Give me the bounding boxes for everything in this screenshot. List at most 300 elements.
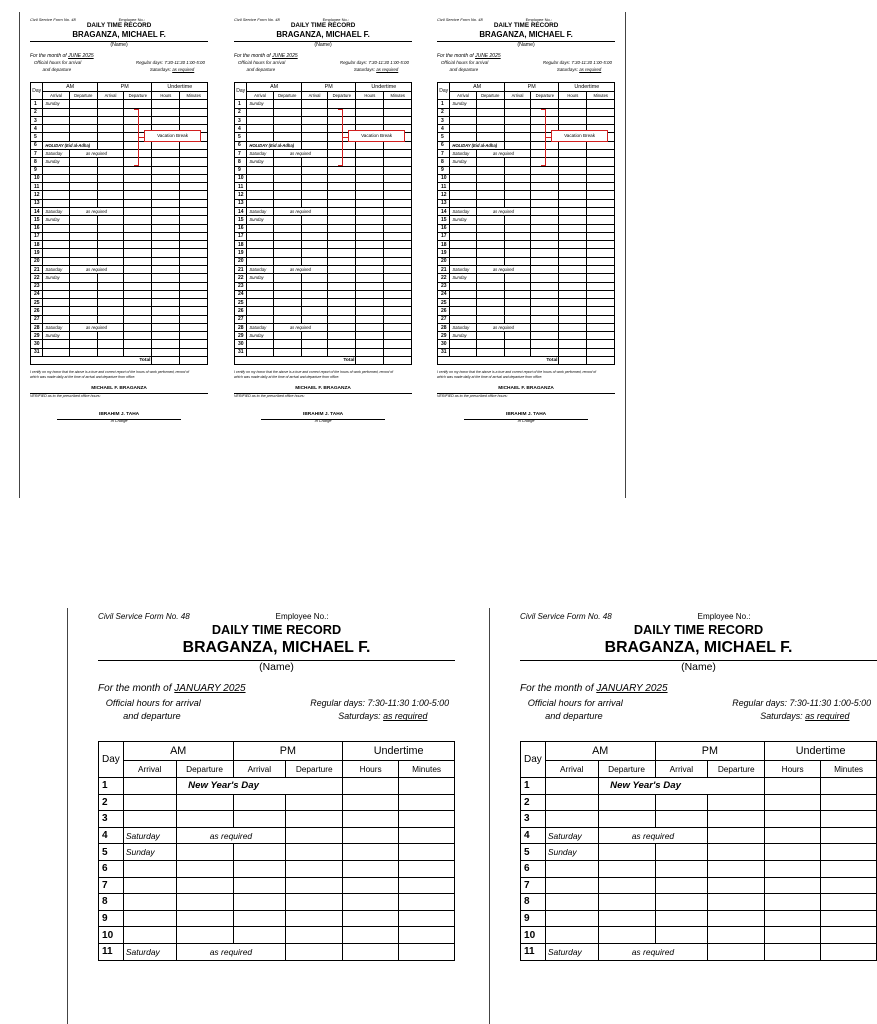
- undertime-minutes-cell: [384, 299, 412, 307]
- am-arrival-cell: Saturday: [247, 323, 273, 331]
- am-departure-cell: [476, 224, 504, 232]
- am-arrival-header: Arrival: [43, 92, 69, 100]
- table-row: [31, 141, 208, 149]
- pm-departure-cell: [328, 315, 356, 323]
- table-row: [99, 910, 455, 927]
- verified-label: VERIFIED as to the prescribed office hours:: [437, 394, 508, 399]
- undertime-minutes-cell: [384, 100, 412, 108]
- am-departure-cell: [273, 257, 301, 265]
- pm-departure-header: Departure: [531, 92, 559, 100]
- am-departure-cell: [69, 257, 97, 265]
- table-row: [438, 224, 615, 232]
- am-departure-cell: [273, 307, 301, 315]
- undertime-hours-cell: [559, 199, 587, 207]
- pm-departure-cell: [531, 216, 559, 224]
- pm-arrival-cell: [97, 133, 123, 141]
- undertime-minutes-cell: [587, 315, 615, 323]
- table-row: [521, 827, 877, 844]
- undertime-hours-cell: [356, 150, 384, 158]
- am-arrival-cell: [450, 108, 476, 116]
- in-charge-name: IBRAHIM J. TAHA: [505, 412, 547, 418]
- undertime-hours-cell: [152, 323, 180, 331]
- pm-departure-cell: [708, 844, 765, 861]
- pm-arrival-cell: [301, 224, 327, 232]
- day-number: 16: [235, 224, 247, 232]
- pm-header: PM: [655, 742, 765, 761]
- undertime-minutes-cell: [587, 274, 615, 282]
- undertime-minutes-cell: [384, 191, 412, 199]
- undertime-hours-cell: [559, 191, 587, 199]
- day-number: 10: [438, 174, 450, 182]
- pm-arrival-cell: [655, 811, 708, 828]
- undertime-hours-cell: [152, 224, 180, 232]
- pm-departure-cell: [328, 199, 356, 207]
- day-number: 2: [438, 108, 450, 116]
- undertime-minutes-cell: [399, 927, 455, 944]
- pm-departure-cell: [124, 265, 152, 273]
- employee-signature-name: MICHAEL F. BRAGANZA: [91, 386, 147, 392]
- pm-arrival-cell: [504, 257, 530, 265]
- am-arrival-cell: [43, 299, 69, 307]
- table-row: [438, 332, 615, 340]
- undertime-minutes-cell: [587, 265, 615, 273]
- total-label: Total: [31, 357, 152, 365]
- day-number: 23: [438, 282, 450, 290]
- am-departure-cell: [69, 166, 97, 174]
- pm-departure-cell: [124, 166, 152, 174]
- undertime-hours-cell: [356, 183, 384, 191]
- am-arrival-cell: [247, 191, 273, 199]
- am-arrival-cell: [43, 183, 69, 191]
- undertime-minutes-cell: [384, 274, 412, 282]
- day-number: 6: [99, 860, 124, 877]
- table-row: [521, 811, 877, 828]
- regular-days: [340, 60, 409, 65]
- day-number: 14: [235, 207, 247, 215]
- am-arrival-cell: [450, 307, 476, 315]
- undertime-hours-header: Hours: [356, 92, 384, 100]
- saturday-note: as required: [476, 265, 531, 273]
- am-arrival-cell: [545, 910, 598, 927]
- table-row: [99, 777, 455, 794]
- undertime-minutes-cell: [180, 183, 208, 191]
- pm-departure-cell: [708, 860, 765, 877]
- undertime-hours-cell: [152, 299, 180, 307]
- am-departure-cell: [273, 166, 301, 174]
- table-row: [521, 943, 877, 960]
- am-departure-cell: [273, 290, 301, 298]
- undertime-hours-cell: [559, 158, 587, 166]
- pm-departure-cell: [531, 249, 559, 257]
- undertime-hours-cell: [152, 232, 180, 240]
- am-departure-cell: [273, 348, 301, 356]
- day-number: 3: [235, 116, 247, 124]
- pm-arrival-cell: [97, 224, 123, 232]
- pm-arrival-cell: [233, 927, 286, 944]
- am-departure-cell: [176, 877, 233, 894]
- regular-days-value: 7:30-11:30 1:00-5:00: [571, 59, 612, 65]
- pm-arrival-cell: [301, 108, 327, 116]
- in-charge-title: In Charge: [110, 419, 128, 424]
- pm-departure-cell: [124, 199, 152, 207]
- pm-arrival-cell: [504, 290, 530, 298]
- employee-number-label: Employee No.:: [118, 17, 146, 22]
- pm-departure-cell: [531, 183, 559, 191]
- pm-departure-cell: [124, 282, 152, 290]
- am-departure-cell: [273, 224, 301, 232]
- table-row: [99, 877, 455, 894]
- am-arrival-cell: [450, 290, 476, 298]
- saturday-hours: [150, 67, 194, 72]
- pm-arrival-cell: [301, 216, 327, 224]
- am-arrival-cell: Saturday: [43, 323, 69, 331]
- undertime-hours-cell: [559, 290, 587, 298]
- saturday-note: as required: [273, 150, 328, 158]
- day-number: 26: [235, 307, 247, 315]
- am-departure-cell: [273, 100, 301, 108]
- pm-departure-cell: [124, 241, 152, 249]
- table-row: [31, 265, 208, 273]
- pm-departure-cell: [531, 232, 559, 240]
- am-departure-cell: [476, 232, 504, 240]
- time-cell: [587, 141, 615, 149]
- undertime-hours-cell: [152, 108, 180, 116]
- pm-arrival-cell: [97, 299, 123, 307]
- pm-arrival-cell: [504, 307, 530, 315]
- undertime-hours-cell: [356, 282, 384, 290]
- pm-departure-cell: [124, 100, 152, 108]
- pm-arrival-cell: [301, 340, 327, 348]
- am-arrival-cell: Sunday: [43, 332, 69, 340]
- table-row: [31, 290, 208, 298]
- pm-departure-cell: [286, 927, 343, 944]
- am-departure-cell: [273, 174, 301, 182]
- undertime-header: Undertime: [765, 742, 877, 761]
- day-header: Day: [99, 742, 124, 778]
- pm-departure-cell: [286, 794, 343, 811]
- undertime-hours-cell: [765, 811, 821, 828]
- time-cell: [180, 141, 208, 149]
- undertime-hours-header: Hours: [765, 761, 821, 778]
- pm-departure-header: Departure: [328, 92, 356, 100]
- undertime-hours-cell: [152, 348, 180, 356]
- regular-days-value: 7:30-11:30 1:00-5:00: [789, 697, 872, 708]
- holiday-note: New Year's Day: [176, 777, 343, 794]
- am-departure-cell: [69, 183, 97, 191]
- undertime-minutes-cell: [180, 332, 208, 340]
- am-arrival-cell: Saturday: [247, 265, 273, 273]
- am-arrival-cell: Sunday: [450, 158, 476, 166]
- undertime-minutes-cell: [384, 340, 412, 348]
- am-departure-cell: [273, 199, 301, 207]
- pm-arrival-cell: [504, 216, 530, 224]
- time-cell: [356, 141, 384, 149]
- table-row: [235, 191, 412, 199]
- table-row: [438, 166, 615, 174]
- undertime-minutes-cell: [180, 108, 208, 116]
- undertime-minutes-cell: [180, 207, 208, 215]
- pm-departure-cell: [531, 282, 559, 290]
- pm-departure-cell: [328, 332, 356, 340]
- pm-departure-cell: [531, 207, 559, 215]
- pm-departure-cell: [708, 811, 765, 828]
- am-arrival-cell: [247, 340, 273, 348]
- month-line: [98, 683, 246, 694]
- table-row: [31, 108, 208, 116]
- in-charge-title: In Charge: [314, 419, 332, 424]
- undertime-minutes-cell: [587, 150, 615, 158]
- pm-arrival-cell: [233, 860, 286, 877]
- am-departure-cell: [598, 844, 655, 861]
- undertime-hours-cell: [356, 323, 384, 331]
- day-number: 31: [235, 348, 247, 356]
- pm-departure-cell: [531, 257, 559, 265]
- am-arrival-cell: [247, 183, 273, 191]
- pm-arrival-cell: [504, 348, 530, 356]
- day-number: 29: [438, 332, 450, 340]
- undertime-hours-cell: [765, 894, 821, 911]
- undertime-minutes-cell: [587, 183, 615, 191]
- am-arrival-cell: [43, 191, 69, 199]
- am-departure-cell: [273, 332, 301, 340]
- pm-arrival-cell: [504, 191, 530, 199]
- am-departure-cell: [273, 340, 301, 348]
- am-arrival-cell: [450, 174, 476, 182]
- undertime-minutes-header: Minutes: [180, 92, 208, 100]
- undertime-minutes-cell: [587, 158, 615, 166]
- am-arrival-cell: [43, 166, 69, 174]
- table-row: [99, 844, 455, 861]
- am-arrival-cell: [123, 927, 176, 944]
- employee-name: BRAGANZA, MICHAEL F.: [72, 30, 166, 40]
- undertime-hours-cell: [356, 340, 384, 348]
- pm-arrival-header: Arrival: [301, 92, 327, 100]
- pm-arrival-cell: [301, 174, 327, 182]
- undertime-hours-cell: [559, 249, 587, 257]
- table-row: [31, 332, 208, 340]
- day-number: 15: [235, 216, 247, 224]
- total-row: [235, 357, 412, 365]
- am-arrival-cell: [43, 241, 69, 249]
- undertime-hours-cell: [343, 910, 399, 927]
- table-row: [31, 307, 208, 315]
- pm-departure-cell: [531, 224, 559, 232]
- am-arrival-cell: [123, 794, 176, 811]
- undertime-hours-cell: [152, 274, 180, 282]
- table-row: [438, 307, 615, 315]
- pm-arrival-cell: [301, 249, 327, 257]
- undertime-minutes-cell: [399, 844, 455, 861]
- table-row: [31, 299, 208, 307]
- regular-days-label: Regular days:: [339, 59, 368, 65]
- total-minutes-cell: [180, 357, 208, 365]
- am-departure-header: Departure: [69, 92, 97, 100]
- table-row: [521, 877, 877, 894]
- day-number: 16: [31, 224, 43, 232]
- am-departure-cell: [273, 133, 301, 141]
- day-number: 3: [99, 811, 124, 828]
- am-departure-cell: [598, 894, 655, 911]
- am-header: AM: [123, 742, 233, 761]
- day-number: 7: [438, 150, 450, 158]
- undertime-minutes-cell: [384, 290, 412, 298]
- am-arrival-cell: [43, 290, 69, 298]
- day-number: 19: [235, 249, 247, 257]
- am-arrival-cell: [123, 894, 176, 911]
- undertime-minutes-cell: [180, 249, 208, 257]
- day-number: 7: [235, 150, 247, 158]
- undertime-hours-cell: [765, 860, 821, 877]
- undertime-minutes-cell: [587, 116, 615, 124]
- am-departure-cell: [69, 340, 97, 348]
- undertime-hours-cell: [152, 183, 180, 191]
- in-charge-name: IBRAHIM J. TAHA: [302, 412, 344, 418]
- undertime-minutes-cell: [587, 207, 615, 215]
- undertime-minutes-cell: [399, 943, 455, 960]
- pm-arrival-cell: [655, 860, 708, 877]
- pm-departure-cell: [124, 299, 152, 307]
- table-row: [438, 199, 615, 207]
- total-row: [31, 357, 208, 365]
- table-row: [235, 158, 412, 166]
- undertime-hours-cell: [559, 348, 587, 356]
- day-number: 25: [31, 299, 43, 307]
- undertime-hours-cell: [559, 323, 587, 331]
- am-header: AM: [545, 742, 655, 761]
- table-row: [235, 183, 412, 191]
- undertime-minutes-cell: [384, 232, 412, 240]
- dtr-table: [30, 82, 208, 366]
- pm-departure-cell: [708, 894, 765, 911]
- pm-departure-cell: [124, 348, 152, 356]
- table-row: [521, 927, 877, 944]
- undertime-minutes-cell: [821, 927, 877, 944]
- regular-days-label: Regular days:: [732, 697, 787, 708]
- table-row: [31, 199, 208, 207]
- undertime-minutes-cell: [384, 323, 412, 331]
- saturday-note: as required: [476, 150, 531, 158]
- table-row: [235, 100, 412, 108]
- undertime-hours-cell: [765, 827, 821, 844]
- am-arrival-cell: [247, 257, 273, 265]
- day-number: 22: [235, 274, 247, 282]
- day-header: Day: [31, 82, 43, 100]
- day-number: 5: [99, 844, 124, 861]
- am-arrival-cell: [247, 348, 273, 356]
- pm-departure-cell: [531, 332, 559, 340]
- day-number: 11: [438, 183, 450, 191]
- pm-arrival-cell: [504, 100, 530, 108]
- day-number: 14: [31, 207, 43, 215]
- undertime-hours-cell: [765, 943, 821, 960]
- official-hours-label-2: and departure: [246, 66, 276, 72]
- undertime-minutes-cell: [587, 257, 615, 265]
- undertime-hours-cell: [343, 844, 399, 861]
- table-row: [31, 315, 208, 323]
- holiday-note: HOLIDAY (Eid al-Adha): [450, 141, 505, 149]
- day-number: 9: [438, 166, 450, 174]
- day-number: 17: [31, 232, 43, 240]
- table-row: [31, 241, 208, 249]
- undertime-hours-cell: [152, 116, 180, 124]
- am-arrival-header: Arrival: [545, 761, 598, 778]
- table-row: [31, 207, 208, 215]
- table-row: [235, 241, 412, 249]
- month-prefix: For the month of: [437, 52, 474, 59]
- pm-departure-cell: [531, 265, 559, 273]
- pm-arrival-cell: [97, 100, 123, 108]
- pm-header: PM: [233, 742, 343, 761]
- pm-departure-cell: [708, 910, 765, 927]
- table-row: [438, 340, 615, 348]
- day-number: 27: [438, 315, 450, 323]
- day-number: 30: [438, 340, 450, 348]
- undertime-minutes-cell: [384, 174, 412, 182]
- am-header: AM: [43, 82, 98, 92]
- am-arrival-cell: [247, 290, 273, 298]
- table-row: [235, 257, 412, 265]
- undertime-hours-cell: [356, 299, 384, 307]
- pm-arrival-cell: [97, 241, 123, 249]
- saturday-note: as required: [176, 943, 286, 960]
- day-number: 29: [31, 332, 43, 340]
- undertime-minutes-cell: [384, 265, 412, 273]
- am-arrival-cell: Saturday: [545, 943, 598, 960]
- table-row: [438, 100, 615, 108]
- undertime-minutes-cell: [384, 166, 412, 174]
- dtr-form: [234, 17, 412, 497]
- undertime-minutes-header: Minutes: [399, 761, 455, 778]
- pm-departure-cell: [531, 274, 559, 282]
- day-number: 9: [521, 910, 546, 927]
- pm-header: PM: [301, 82, 356, 92]
- undertime-minutes-cell: [587, 307, 615, 315]
- undertime-hours-cell: [343, 943, 399, 960]
- undertime-hours-cell: [356, 108, 384, 116]
- am-arrival-cell: [450, 315, 476, 323]
- undertime-hours-cell: [559, 241, 587, 249]
- am-arrival-cell: [450, 340, 476, 348]
- day-number: 31: [438, 348, 450, 356]
- am-departure-cell: [476, 191, 504, 199]
- pm-departure-cell: [124, 183, 152, 191]
- day-number: 4: [521, 827, 546, 844]
- am-departure-cell: [176, 894, 233, 911]
- am-departure-cell: [476, 174, 504, 182]
- pm-arrival-cell: [655, 927, 708, 944]
- undertime-hours-cell: [559, 174, 587, 182]
- pm-departure-header: Departure: [124, 92, 152, 100]
- am-departure-cell: [176, 927, 233, 944]
- undertime-hours-cell: [152, 158, 180, 166]
- pm-arrival-cell: [97, 116, 123, 124]
- total-label: Total: [235, 357, 356, 365]
- pm-departure-cell: [328, 307, 356, 315]
- saturday-note: as required: [176, 827, 286, 844]
- pm-arrival-cell: [504, 315, 530, 323]
- vacation-break-label: Vacation Break: [144, 130, 202, 142]
- pm-departure-cell: [531, 315, 559, 323]
- undertime-minutes-cell: [180, 299, 208, 307]
- day-number: 6: [438, 141, 450, 149]
- undertime-hours-cell: [356, 158, 384, 166]
- saturday-hours: [338, 711, 427, 721]
- saturday-label: Saturdays:: [760, 711, 803, 722]
- pm-arrival-cell: [504, 174, 530, 182]
- table-row: [31, 158, 208, 166]
- am-arrival-cell: [450, 299, 476, 307]
- undertime-hours-cell: [152, 207, 180, 215]
